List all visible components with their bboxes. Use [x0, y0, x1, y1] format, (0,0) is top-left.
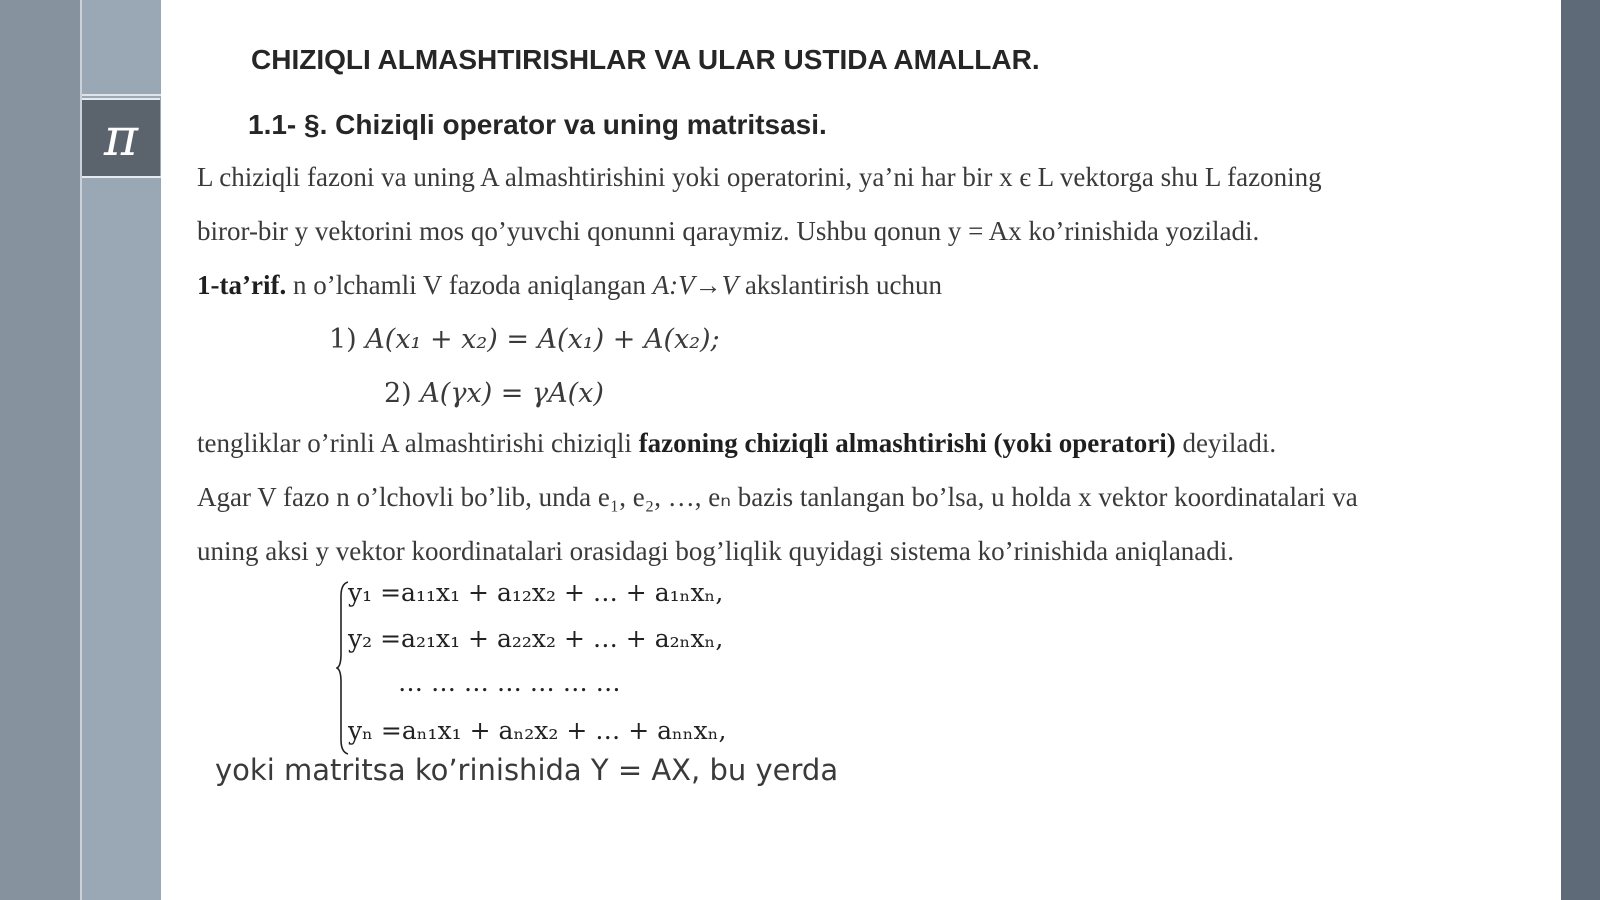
condition-formula: A(x₁ + x₂) = A(x₁) + A(x₂);	[365, 324, 720, 355]
definition-label: 1-ta’rif.	[197, 270, 287, 300]
system-equation: y₁ =a₁₁x₁ + a₁₂x₂ + … + a₁ₙxₙ,	[348, 578, 724, 607]
system-equation: yₙ =aₙ₁x₁ + aₙ₂x₂ + … + aₙₙxₙ,	[348, 716, 727, 745]
paragraph-line: biror-bir y vektorini mos qo’yuvchi qonunni qaraymiz. Ushbu qonun y = Ax ko’rinishida yoziladi.	[197, 216, 1260, 246]
section-title: 1.1- §. Chiziqli operator va uning matritsasi.	[248, 109, 827, 140]
system-equation: y₂ =a₂₁x₁ + a₂₂x₂ + … + a₂ₙxₙ,	[348, 624, 724, 653]
paragraph-line: L chiziqli fazoni va uning A almashtirishini yoki operatorini, ya’ni har bir x є L vektorga shu L fazoning	[197, 162, 1322, 192]
definition-map: A:V→V	[652, 270, 739, 300]
condition-2	[384, 378, 604, 409]
definition-text: n o’lchamli V fazoda aniqlangan	[286, 270, 653, 300]
paragraph-line: Agar V fazo n o’lchovli bo’lib, unda e₁, e₂, …, eₙ bazis tanlangan bo’lsa, u holda x vektor koordinatalari va	[197, 482, 1358, 512]
right-decor-band	[1561, 0, 1600, 900]
text-run: deyiladi.	[1175, 428, 1277, 458]
text-run: tengliklar o’rinli A almashtirishi chiziqli	[197, 428, 639, 458]
pi-icon: π	[103, 108, 139, 168]
slide-title: CHIZIQLI ALMASHTIRISHLAR VA ULAR USTIDA AMALLAR.	[251, 44, 1040, 75]
bold-term: fazoning chiziqli almashtirishi (yoki operatori)	[638, 428, 1176, 458]
condition-1	[329, 324, 720, 355]
condition-number: 1)	[329, 324, 366, 355]
condition-number: 2)	[384, 378, 421, 409]
pi-logo-box	[82, 98, 160, 178]
paragraph-line: uning aksi y vektor koordinatalari orasidagi bog’liqlik quyidagi sistema ko’rinishida aniqlanadi.	[197, 536, 1235, 566]
definition-tail: akslantirish uchun	[738, 270, 943, 300]
definition-line	[197, 270, 942, 301]
equation-system	[336, 578, 727, 755]
left-decor-band	[0, 0, 80, 900]
paragraph-line	[197, 428, 1276, 459]
condition-formula: A(γx) = γA(x)	[420, 378, 604, 409]
strip-divider	[82, 94, 163, 96]
system-dots: … … … … … … …	[398, 668, 621, 697]
caption-text: yoki matritsa ko’rinishida Y = AX, bu yerda	[215, 753, 839, 787]
slide-content	[161, 0, 1561, 900]
